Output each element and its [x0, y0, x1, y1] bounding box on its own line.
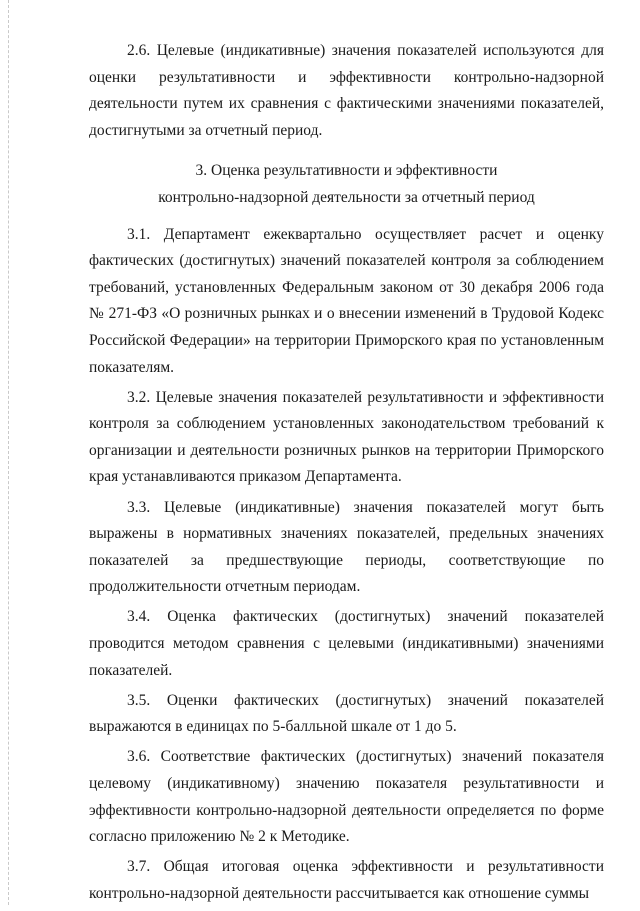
paragraph-2-6: 2.6. Целевые (индикативные) значения показателей используются для оценки результативности и эффективности контрольно-надзорной деятельности путем их сравнения с фактическими значениями показателей, достигнутыми за отчетный период. — [89, 42, 604, 139]
paragraph-3-6: 3.6. Соответствие фактических (достигнутых) значений показателя целевому (индикативному) значению показателя результативности и эффективности контрольно-надзорной деятельности определяется по форме согласно приложению № 2 к Методике. — [89, 748, 604, 846]
paragraph-3-5: 3.5. Оценки фактических (достигнутых) значений показателей выражаются в единицах по 5-балльной шкале от 1 до 5. — [89, 691, 604, 736]
paragraph-3-4: 3.4. Оценка фактических (достигнутых) значений показателей проводится методом сравнения с целевыми (индикативными) значениями показателей. — [89, 608, 604, 679]
section-heading-line-1: 3. Оценка результативности и эффективности — [195, 162, 498, 180]
document-body — [89, 38, 604, 911]
paragraph-3-3: 3.3. Целевые (индикативные) значения показателей могут быть выражены в нормативных значениях показателей, предельных значениях показателей за предшествующие периоды, соответствующие по продолжительности отчетным периодам. — [89, 498, 604, 596]
section-heading-line-2: контрольно-надзорной деятельности за отчетный период — [158, 188, 535, 206]
section-heading — [89, 158, 604, 211]
paragraph-3-1: 3.1. Департамент ежеквартально осуществляет расчет и оценку фактических (достигнутых) значений показателей контроля за соблюдением требований, установленных Федеральным законом от 30 декабря 2006 года № 271-ФЗ «О розничных рынках и о внесении изменений в Трудовой Кодекс Российской Федерации» на территории Приморского края по установленным показателям. — [89, 225, 604, 376]
paragraph-3-2: 3.2. Целевые значения показателей результативности и эффективности контроля за соблюдением установленных законодательством требований к организации и деятельности розничных рынков на территории Приморского края устанавливаются приказом Департамента. — [89, 388, 604, 486]
paragraph-3-7: 3.7. Общая итоговая оценка эффективности и результативности контрольно-надзорной деятельности рассчитывается как отношение суммы — [89, 858, 604, 902]
scan-edge-line — [8, 0, 9, 905]
